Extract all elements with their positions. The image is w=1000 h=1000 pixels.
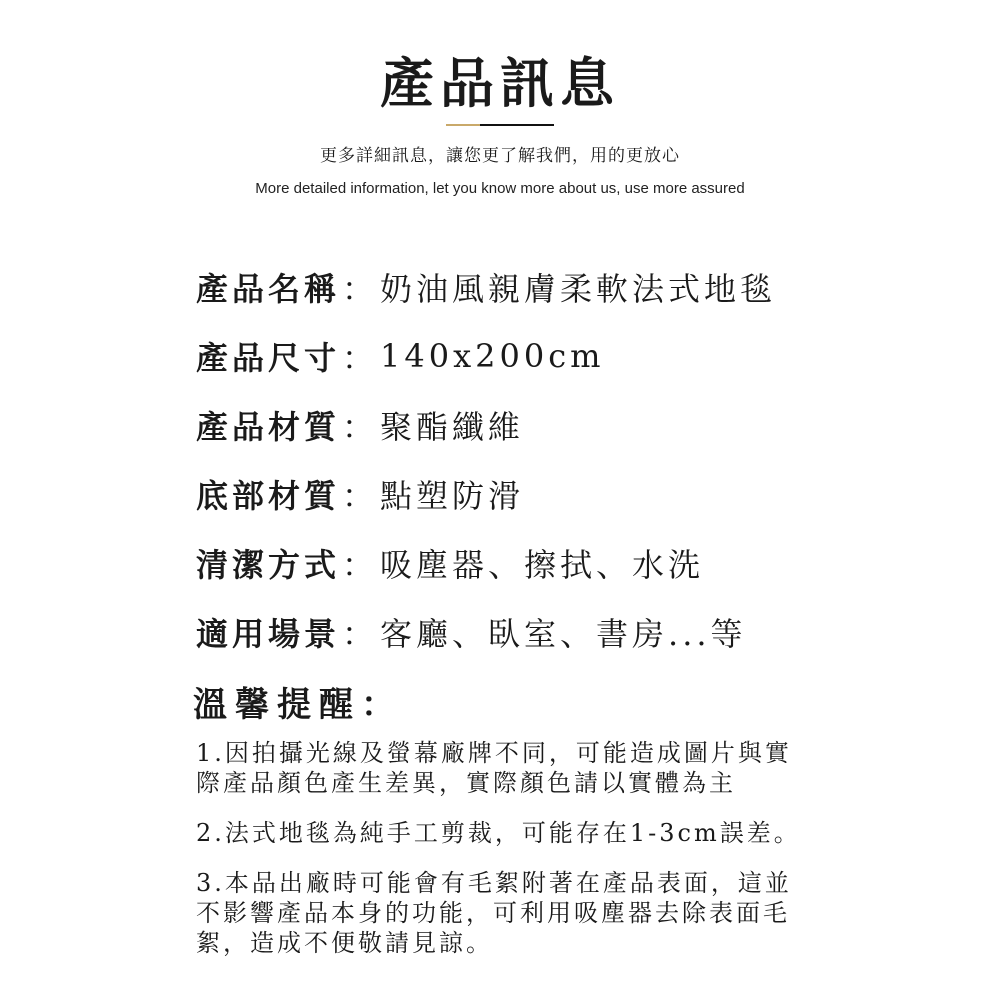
- info-value: 奶油風親膚柔軟法式地毯: [380, 269, 777, 308]
- notice-item-3: 3.本品出廠時可能會有毛絮附著在產品表面，這並不影響產品本身的功能，可利用吸塵器去除表面毛絮，造成不便敬請見諒。: [196, 869, 792, 957]
- info-separator: ：: [342, 614, 379, 653]
- info-row-product-size: [196, 321, 916, 390]
- notice-list: [196, 738, 806, 976]
- info-value: 吸塵器、擦拭、水洗: [380, 545, 705, 584]
- info-row-usage-scenario: [196, 597, 916, 666]
- info-value: 點塑防滑: [380, 476, 525, 515]
- subtitle-english: More detailed information, let you know more about us, use more assured: [255, 180, 745, 197]
- info-separator: ：: [342, 407, 379, 446]
- title-divider: [446, 124, 554, 126]
- product-info-list: [196, 252, 916, 666]
- info-row-cleaning-method: [196, 528, 916, 597]
- info-label: 產品尺寸: [196, 338, 341, 377]
- info-row-product-material: [196, 390, 916, 459]
- info-separator: ：: [342, 269, 379, 308]
- divider-gold-segment: [446, 124, 480, 126]
- info-label: 產品材質: [196, 407, 341, 446]
- subtitle-chinese: 更多詳細訊息，讓您更了解我們，用的更放心: [320, 146, 680, 166]
- notice-item-2: 2.法式地毯為純手工剪裁，可能存在1-3cm誤差。: [196, 819, 801, 847]
- divider-dark-segment: [480, 124, 554, 126]
- info-label: 清潔方式: [196, 545, 341, 584]
- info-label: 產品名稱: [196, 269, 341, 308]
- info-value: 客廳、臥室、書房...等: [380, 614, 747, 653]
- notice-item-1: 1.因拍攝光線及螢幕廠牌不同，可能造成圖片與實際產品顏色產生差異，實際顏色請以實體為主: [196, 739, 792, 797]
- info-row-bottom-material: [196, 459, 916, 528]
- info-value: 140x200cm: [380, 336, 605, 375]
- info-value: 聚酯纖維: [380, 407, 525, 446]
- notice-title: 溫馨提醒：: [193, 685, 403, 725]
- info-separator: ：: [342, 476, 379, 515]
- info-separator: ：: [342, 338, 379, 377]
- info-row-product-name: [196, 252, 916, 321]
- info-label: 底部材質: [196, 476, 341, 515]
- info-separator: ：: [342, 545, 379, 584]
- page-title: 產品訊息: [380, 51, 620, 115]
- info-label: 適用場景: [196, 614, 341, 653]
